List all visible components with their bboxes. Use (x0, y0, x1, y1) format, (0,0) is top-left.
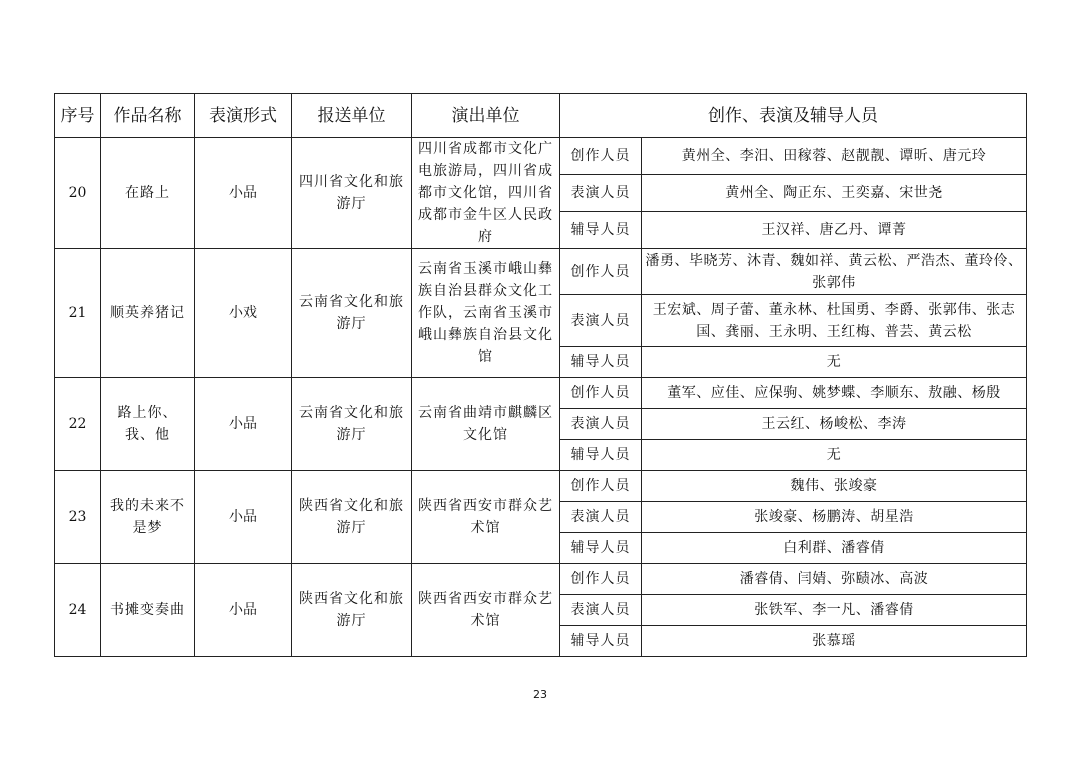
table-row (55, 249, 1027, 295)
awards-table (54, 93, 1027, 657)
role-tutor: 辅导人员 (560, 533, 642, 564)
performing-unit (412, 249, 560, 378)
row-number: 21 (55, 249, 101, 378)
tutor-names: 无 (642, 440, 1027, 471)
submitting-unit (292, 564, 412, 657)
performer-names: 王宏斌、周子蕾、董永林、杜国勇、李爵、张郭伟、张志国、龚丽、王永明、王红梅、普芸、黄云松 (642, 295, 1027, 347)
tutor-names: 无 (642, 347, 1027, 378)
table-row (55, 471, 1027, 502)
performance-form: 小品 (195, 378, 292, 471)
creator-names: 董军、应佳、应保驹、姚梦蝶、李顺东、敖融、杨殷 (642, 378, 1027, 409)
role-tutor: 辅导人员 (560, 347, 642, 378)
performer-names: 张竣豪、杨鹏涛、胡星浩 (642, 502, 1027, 533)
performing-unit (412, 471, 560, 564)
header-row (55, 94, 1027, 138)
performing-unit-text: 云南省玉溪市峨山彝族自治县群众文化工作队，云南省玉溪市峨山彝族自治县文化馆 (418, 261, 553, 365)
creator-names: 潘勇、毕晓芳、沐青、魏如祥、黄云松、严浩杰、董玲伶、张郭伟 (642, 249, 1027, 295)
work-title (101, 471, 195, 564)
performing-unit-text: 陕西省西安市群众艺术馆 (418, 591, 553, 629)
performance-form: 小品 (195, 564, 292, 657)
role-creator: 创作人员 (560, 471, 642, 502)
performing-unit (412, 378, 560, 471)
header-submitter: 报送单位 (292, 94, 412, 138)
performer-names: 王云红、杨峻松、李涛 (642, 409, 1027, 440)
role-tutor: 辅导人员 (560, 626, 642, 657)
work-title-text: 书摊变奏曲 (110, 602, 185, 618)
submitting-unit-text: 云南省文化和旅游厅 (299, 405, 404, 443)
work-title-text: 路上你、我、他 (117, 405, 178, 443)
submitting-unit-text: 陕西省文化和旅游厅 (299, 591, 404, 629)
performance-form: 小戏 (195, 249, 292, 378)
row-number: 20 (55, 138, 101, 249)
row-number: 23 (55, 471, 101, 564)
performing-unit (412, 138, 560, 249)
role-creator: 创作人员 (560, 564, 642, 595)
performing-unit-text: 四川省成都市文化广电旅游局，四川省成都市文化馆，四川省成都市金牛区人民政府 (418, 141, 553, 245)
row-number: 24 (55, 564, 101, 657)
role-creator: 创作人员 (560, 138, 642, 175)
row-number: 22 (55, 378, 101, 471)
header-title: 作品名称 (101, 94, 195, 138)
page-number: 23 (533, 688, 547, 701)
header-performer: 演出单位 (412, 94, 560, 138)
role-performer: 表演人员 (560, 295, 642, 347)
role-tutor: 辅导人员 (560, 212, 642, 249)
performing-unit-text: 陕西省西安市群众艺术馆 (418, 498, 553, 536)
work-title (101, 564, 195, 657)
submitting-unit (292, 249, 412, 378)
table-row (55, 138, 1027, 175)
header-form: 表演形式 (195, 94, 292, 138)
work-title (101, 249, 195, 378)
header-people: 创作、表演及辅导人员 (560, 94, 1027, 138)
role-performer: 表演人员 (560, 409, 642, 440)
tutor-names: 张慕瑶 (642, 626, 1027, 657)
creator-names: 魏伟、张竣豪 (642, 471, 1027, 502)
performing-unit-text: 云南省曲靖市麒麟区文化馆 (418, 405, 553, 443)
submitting-unit-text: 陕西省文化和旅游厅 (299, 498, 404, 536)
role-performer: 表演人员 (560, 175, 642, 212)
submitting-unit (292, 138, 412, 249)
table-row (55, 564, 1027, 595)
tutor-names: 白利群、潘睿倩 (642, 533, 1027, 564)
performing-unit (412, 564, 560, 657)
submitting-unit-text: 四川省文化和旅游厅 (299, 174, 404, 212)
work-title (101, 138, 195, 249)
submitting-unit (292, 471, 412, 564)
role-performer: 表演人员 (560, 502, 642, 533)
tutor-names: 王汉祥、唐乙丹、谭菁 (642, 212, 1027, 249)
creator-names: 黄州全、李汨、田稼蓉、赵靓靓、谭昕、唐元玲 (642, 138, 1027, 175)
role-creator: 创作人员 (560, 249, 642, 295)
submitting-unit-text: 云南省文化和旅游厅 (299, 294, 404, 332)
work-title-text: 在路上 (125, 185, 170, 201)
header-no: 序号 (55, 94, 101, 138)
role-creator: 创作人员 (560, 378, 642, 409)
performer-names: 张铁军、李一凡、潘睿倩 (642, 595, 1027, 626)
performer-names: 黄州全、陶正东、王奕嘉、宋世尧 (642, 175, 1027, 212)
role-tutor: 辅导人员 (560, 440, 642, 471)
performance-form: 小品 (195, 138, 292, 249)
table-row (55, 378, 1027, 409)
performance-form: 小品 (195, 471, 292, 564)
submitting-unit (292, 378, 412, 471)
work-title-text: 我的未来不是梦 (110, 498, 185, 536)
work-title (101, 378, 195, 471)
creator-names: 潘睿倩、闫婧、弥赜冰、高波 (642, 564, 1027, 595)
work-title-text: 顺英养猪记 (110, 305, 185, 321)
role-performer: 表演人员 (560, 595, 642, 626)
